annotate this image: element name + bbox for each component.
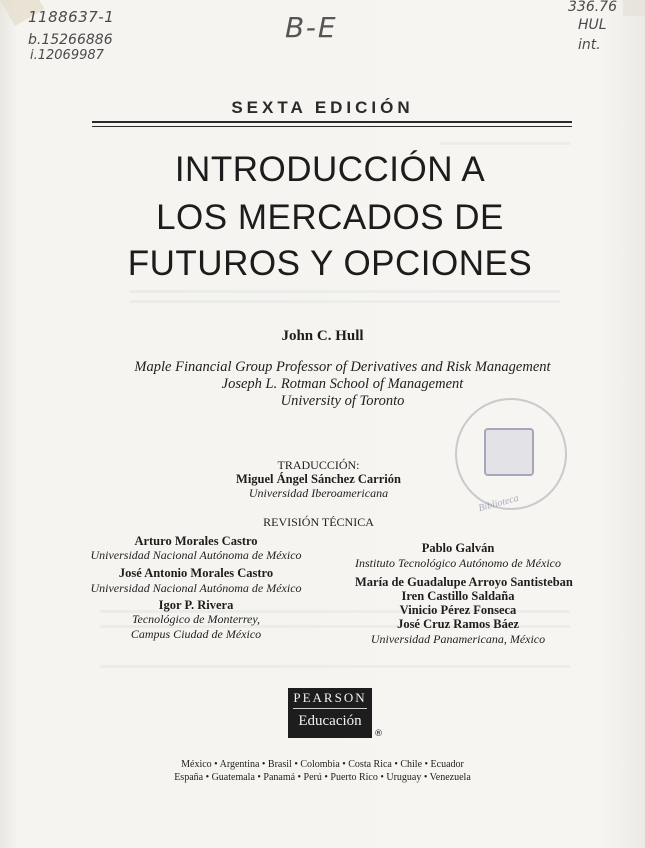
handwritten-note-2: b.15266886 [28, 32, 113, 48]
edition-label: SEXTA EDICIÓN [231, 98, 414, 117]
reviewer-name: Arturo Morales Castro [134, 534, 258, 548]
reviewer-name: Pablo Galván [421, 541, 495, 555]
pearson-logo-subtitle: Educación [298, 713, 362, 729]
reviewer-affiliation: Campus Ciudad de México [130, 627, 262, 641]
library-stamp-text: Biblioteca [477, 492, 520, 515]
handwritten-classification-3: int. [578, 37, 601, 53]
title-rule-thin [92, 126, 572, 127]
translator-affiliation: Universidad Iberoamericana [248, 486, 389, 500]
handwritten-classification-1: 336.76 [568, 0, 617, 15]
reviewer-name: Iren Castillo Saldaña [401, 589, 515, 603]
pearson-logo-wordmark: PEARSON [293, 690, 367, 705]
author-affiliation-2: Joseph L. Rotman School of Management [221, 376, 464, 392]
author-affiliation-1: Maple Financial Group Professor of Derivatives and Risk Management [134, 359, 551, 375]
translator-name: Miguel Ángel Sánchez Carrión [236, 472, 401, 486]
reviewer-affiliation: Universidad Nacional Autónoma de México [90, 548, 302, 562]
title-rule-thick [92, 121, 572, 123]
reviewer-affiliation: Universidad Panamericana, México [370, 632, 546, 646]
author-affiliation-3: University of Toronto [280, 393, 405, 409]
pearson-logo-divider [293, 708, 367, 709]
reviewer-name: José Antonio Morales Castro [118, 566, 274, 580]
author-name: John C. Hull [281, 328, 364, 344]
book-title-line-2: LOS MERCADOS DE [156, 198, 504, 237]
reviewer-name: María de Guadalupe Arroyo Santisteban [355, 575, 573, 589]
handwritten-call-number: 1188637-1 [28, 8, 115, 26]
handwritten-classification-2: HUL [578, 17, 607, 33]
reviewer-name: José Cruz Ramos Báez [397, 617, 519, 631]
registered-mark: ® [374, 729, 383, 739]
show-through-line [130, 300, 560, 303]
reviewer-affiliation: Instituto Tecnológico Autónomo de México [355, 556, 561, 570]
reviewer-affiliation: Universidad Nacional Autónoma de México [90, 581, 302, 595]
book-title-line-3: FUTUROS Y OPCIONES [127, 244, 533, 283]
tape-corner-right [623, 0, 645, 16]
reviewer-name: Vinicio Pérez Fonseca [399, 603, 517, 617]
technical-review-heading: REVISIÓN TÉCNICA [263, 515, 374, 529]
countries-line-2: España • Guatemala • Panamá • Perú • Puerto Rico • Uruguay • Venezuela [174, 772, 471, 783]
reviewer-affiliation: Tecnológico de Monterrey, [131, 612, 261, 626]
book-title-line-1: INTRODUCCIÓN A [174, 150, 486, 189]
show-through-line [100, 665, 570, 668]
handwritten-note-3: i.12069987 [30, 48, 104, 63]
translation-heading: TRADUCCIÓN: [277, 458, 360, 472]
handwritten-section-mark: B-E [285, 11, 338, 44]
show-through-line [130, 290, 560, 293]
show-through-line [440, 142, 570, 145]
reviewer-name: Igor P. Rivera [158, 598, 234, 612]
countries-line-1: México • Argentina • Brasil • Colombia • Costa Rica • Chile • Ecuador [181, 759, 464, 770]
